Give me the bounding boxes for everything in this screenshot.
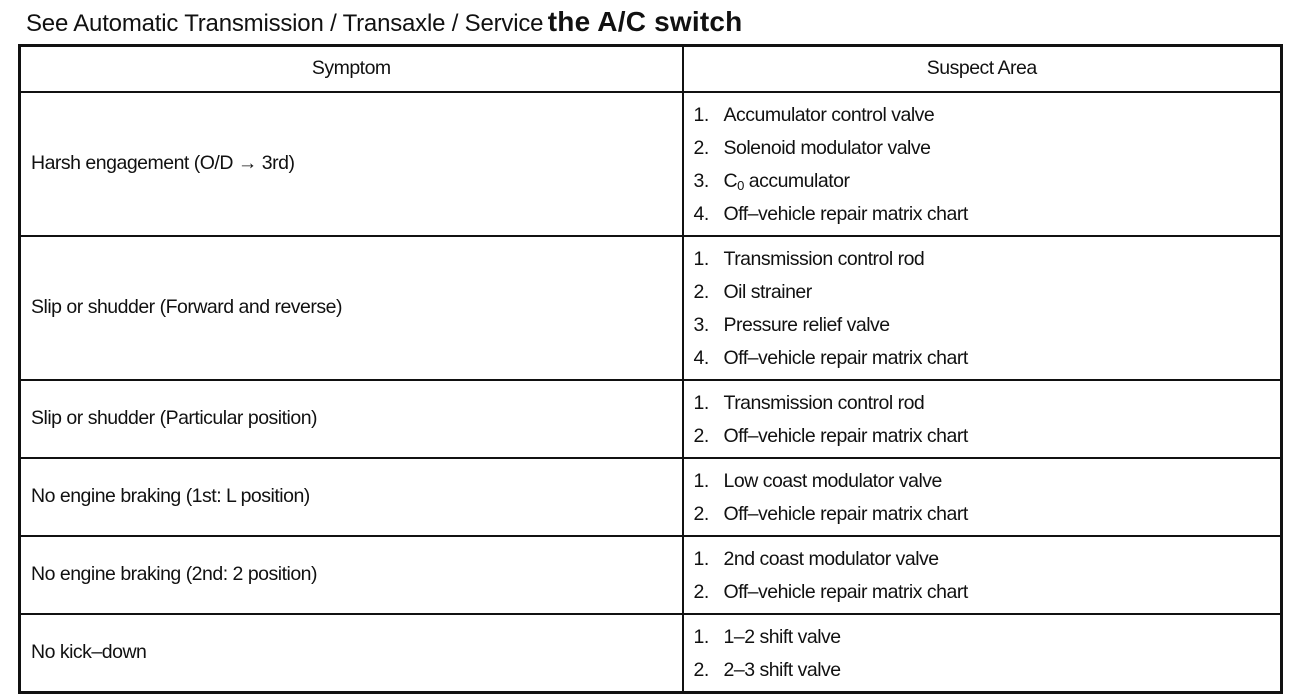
item-number: 2. [693, 280, 709, 303]
symptom-cell: No engine braking (2nd: 2 position) [20, 536, 683, 614]
symptom-cell: Harsh engagement (O/D → 3rd) [20, 92, 683, 236]
suspect-item [694, 621, 1281, 654]
item-text: Off–vehicle repair matrix chart [723, 202, 968, 225]
symptom-cell: Slip or shudder (Particular position) [20, 380, 683, 458]
suspect-area-cell [683, 92, 1282, 236]
item-number: 2. [693, 424, 709, 447]
suspect-item [694, 498, 1281, 531]
suspect-item [694, 576, 1281, 609]
suspect-item [694, 309, 1281, 342]
item-text [724, 165, 850, 198]
suspect-area-column-header: Suspect Area [683, 46, 1282, 92]
suspect-item [694, 132, 1281, 165]
item-number: 4. [693, 346, 709, 369]
suspect-area-cell [683, 458, 1282, 536]
item-text-prefix: C [723, 169, 738, 192]
item-text: Oil strainer [723, 280, 812, 303]
suspect-area-cell [683, 380, 1282, 458]
item-number: 3. [693, 313, 709, 336]
item-number: 3. [693, 169, 709, 192]
symptom-column-header: Symptom [20, 46, 683, 92]
table-row [20, 458, 1282, 536]
item-text: Low coast modulator valve [723, 469, 942, 492]
item-number: 1. [693, 103, 709, 126]
suspect-item [694, 342, 1281, 375]
suspect-item [694, 276, 1281, 309]
item-text-subscript: 0 [737, 177, 744, 193]
heading-title-text: the A/C switch [547, 6, 743, 37]
item-text: Pressure relief valve [723, 313, 890, 336]
item-number: 1. [693, 547, 709, 570]
item-text: Transmission control rod [723, 391, 925, 414]
suspect-item [694, 99, 1281, 132]
suspect-area-cell [683, 236, 1282, 380]
table-row [20, 92, 1282, 236]
item-number: 2. [693, 136, 709, 159]
symptom-cell: Slip or shudder (Forward and reverse) [20, 236, 683, 380]
item-number: 2. [693, 658, 709, 681]
item-text-suffix: accumulator [743, 169, 850, 192]
item-text: 2nd coast modulator valve [723, 547, 939, 570]
suspect-item [694, 387, 1281, 420]
heading-reference-text: See Automatic Transmission / Transaxle / Service [26, 10, 544, 37]
table-row [20, 614, 1282, 693]
suspect-area-cell [683, 614, 1282, 693]
suspect-item [694, 465, 1281, 498]
suspect-item [694, 165, 1281, 198]
suspect-area-cell [683, 536, 1282, 614]
page-heading [26, 6, 742, 38]
symptom-cell: No kick–down [20, 614, 683, 693]
table-header-row [20, 46, 1282, 92]
item-text: Off–vehicle repair matrix chart [723, 580, 968, 603]
item-text: Accumulator control valve [723, 103, 935, 126]
item-number: 4. [693, 202, 709, 225]
symptom-table [18, 44, 1283, 694]
item-text: 2–3 shift valve [723, 658, 841, 681]
item-number: 1. [693, 391, 709, 414]
suspect-item [694, 420, 1281, 453]
item-number: 2. [693, 502, 709, 525]
item-number: 2. [693, 580, 709, 603]
table-row [20, 380, 1282, 458]
item-number: 1. [693, 247, 709, 270]
table-row [20, 536, 1282, 614]
suspect-item [694, 543, 1281, 576]
item-number: 1. [693, 469, 709, 492]
item-text: Off–vehicle repair matrix chart [723, 346, 968, 369]
suspect-item [694, 243, 1281, 276]
item-text: Solenoid modulator valve [723, 136, 931, 159]
item-text: Off–vehicle repair matrix chart [723, 502, 968, 525]
item-text: Off–vehicle repair matrix chart [723, 424, 968, 447]
item-text: 1–2 shift valve [723, 625, 841, 648]
item-number: 1. [693, 625, 709, 648]
suspect-item [694, 654, 1281, 687]
suspect-item [694, 198, 1281, 231]
item-text: Transmission control rod [723, 247, 925, 270]
symptom-cell: No engine braking (1st: L position) [20, 458, 683, 536]
table-row [20, 236, 1282, 380]
